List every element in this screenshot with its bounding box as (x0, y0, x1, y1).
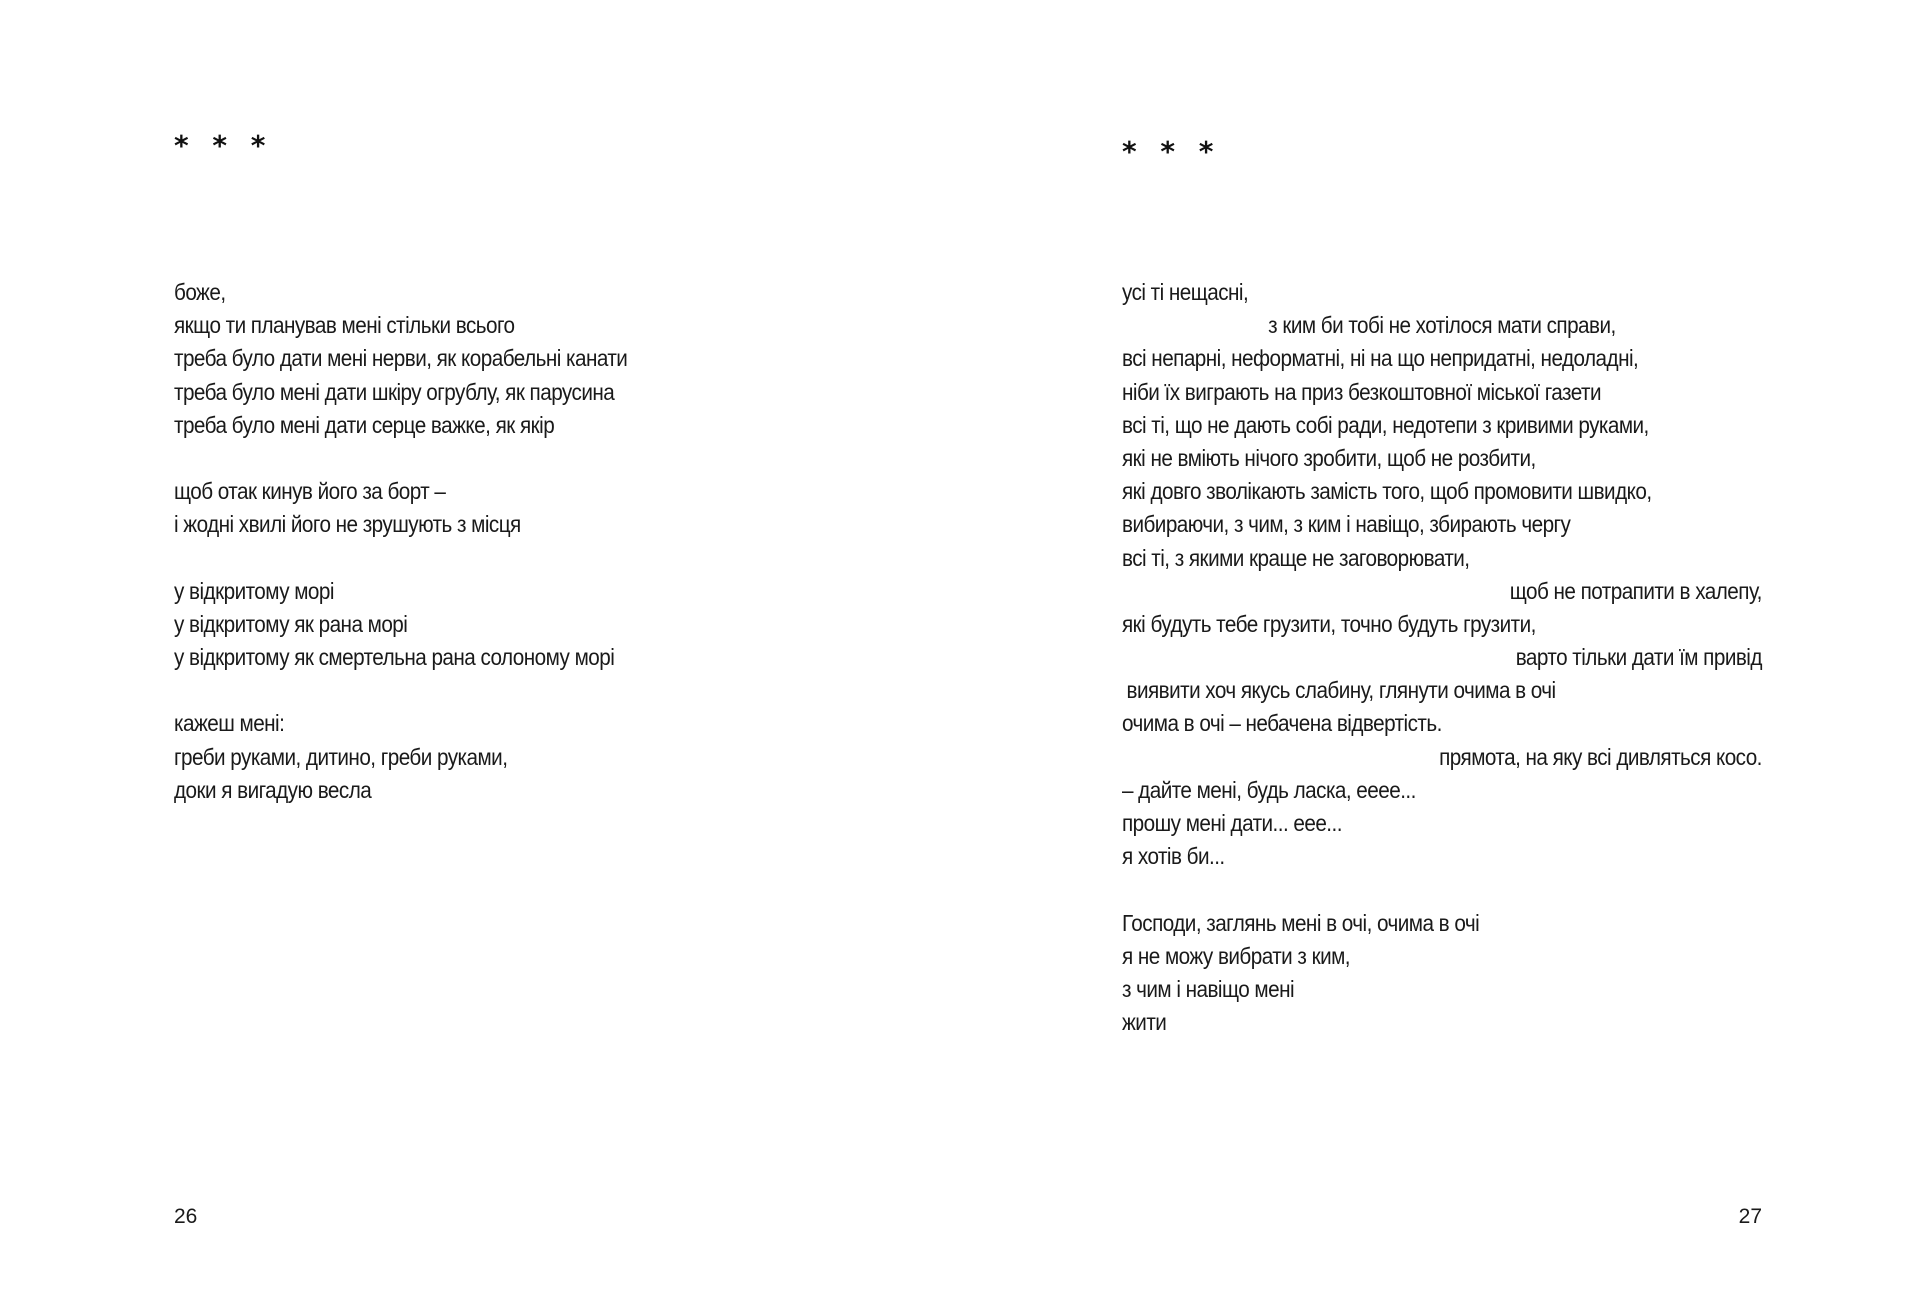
poem-line: щоб отак кинув його за борт – (174, 478, 446, 505)
poem-line: очима в очі – небачена відвертість. (1122, 710, 1442, 737)
poem-separator: * * * (1122, 135, 1221, 168)
page-number: 27 (1738, 1205, 1762, 1228)
poem-line: треба було мені дати серце важке, як якір (174, 411, 555, 438)
poem-line: всі ті, з якими краще не заговорювати, (1122, 544, 1470, 571)
poem-line: виявити хоч якусь слабину, глянути очима в очі (1126, 677, 1556, 704)
poem-line: які не вміють нічого зробити, щоб не розбити, (1122, 444, 1536, 471)
poem-line: з чим і навіщо мені (1122, 975, 1295, 1002)
poem-left (174, 276, 794, 807)
stanza-break (174, 674, 794, 707)
poem-line: всі непарні, неформатні, ні на що непридатні, недоладні, (1122, 345, 1639, 372)
poem-line: доки я вигадую весла (174, 776, 372, 803)
poem-line: жити (1122, 1009, 1167, 1036)
poem-line: і жодні хвилі його не зрушують з місця (174, 511, 521, 538)
poem-line: які будуть тебе грузити, точно будуть грузити, (1122, 610, 1536, 637)
poem-line: якщо ти планував мені стільки всього (174, 312, 515, 339)
stanza-break (174, 542, 794, 575)
poem-separator: * * * (174, 129, 273, 162)
poem-line: Господи, заглянь мені в очі, очима в очі (1122, 909, 1480, 936)
left-page (174, 0, 794, 1304)
poem-line: прошу мені дати... еее... (1122, 810, 1342, 836)
poem-line: кажеш мені: (174, 710, 285, 737)
poem-line: боже, (174, 279, 226, 305)
poem-line: усі ті нещасні, (1122, 279, 1249, 305)
poem-line: у відкритому як смертельна рана солоному морі (174, 644, 615, 671)
stanza-break (1122, 873, 1762, 906)
poem-line: з ким би тобі не хотілося мати справи, (1268, 312, 1616, 339)
poem-right (1122, 276, 1762, 1039)
page-number: 26 (174, 1205, 198, 1228)
poem-line: вибираючи, з чим, з ким і навіщо, збирають чергу (1122, 511, 1571, 538)
poem-line: у відкритому морі (174, 577, 334, 604)
poem-line: я не можу вибрати з ким, (1122, 942, 1351, 969)
poem-line: я хотів би... (1122, 843, 1225, 870)
stanza-break (174, 442, 794, 475)
poem-line: у відкритому як рана морі (174, 610, 408, 637)
right-page (1122, 0, 1762, 1304)
poem-line: треба було мені дати шкіру огрублу, як парусина (174, 378, 615, 405)
poem-line: ніби їх виграють на приз безкоштовної міської газети (1122, 378, 1601, 405)
poem-line: щоб не потрапити в халепу, (1509, 577, 1762, 604)
poem-line: варто тільки дати їм привід (1515, 644, 1762, 671)
poem-line: які довго зволікають замість того, щоб промовити швидко, (1122, 478, 1652, 505)
poem-line: треба було дати мені нерви, як корабельні канати (174, 345, 628, 372)
poem-line: греби руками, дитино, греби руками, (174, 743, 508, 770)
poem-line: всі ті, що не дають собі ради, недотепи з кривими руками, (1122, 411, 1649, 438)
poem-line: прямота, на яку всі дивляться косо. (1439, 743, 1762, 770)
poem-line: – дайте мені, будь ласка, ееее... (1122, 776, 1416, 803)
